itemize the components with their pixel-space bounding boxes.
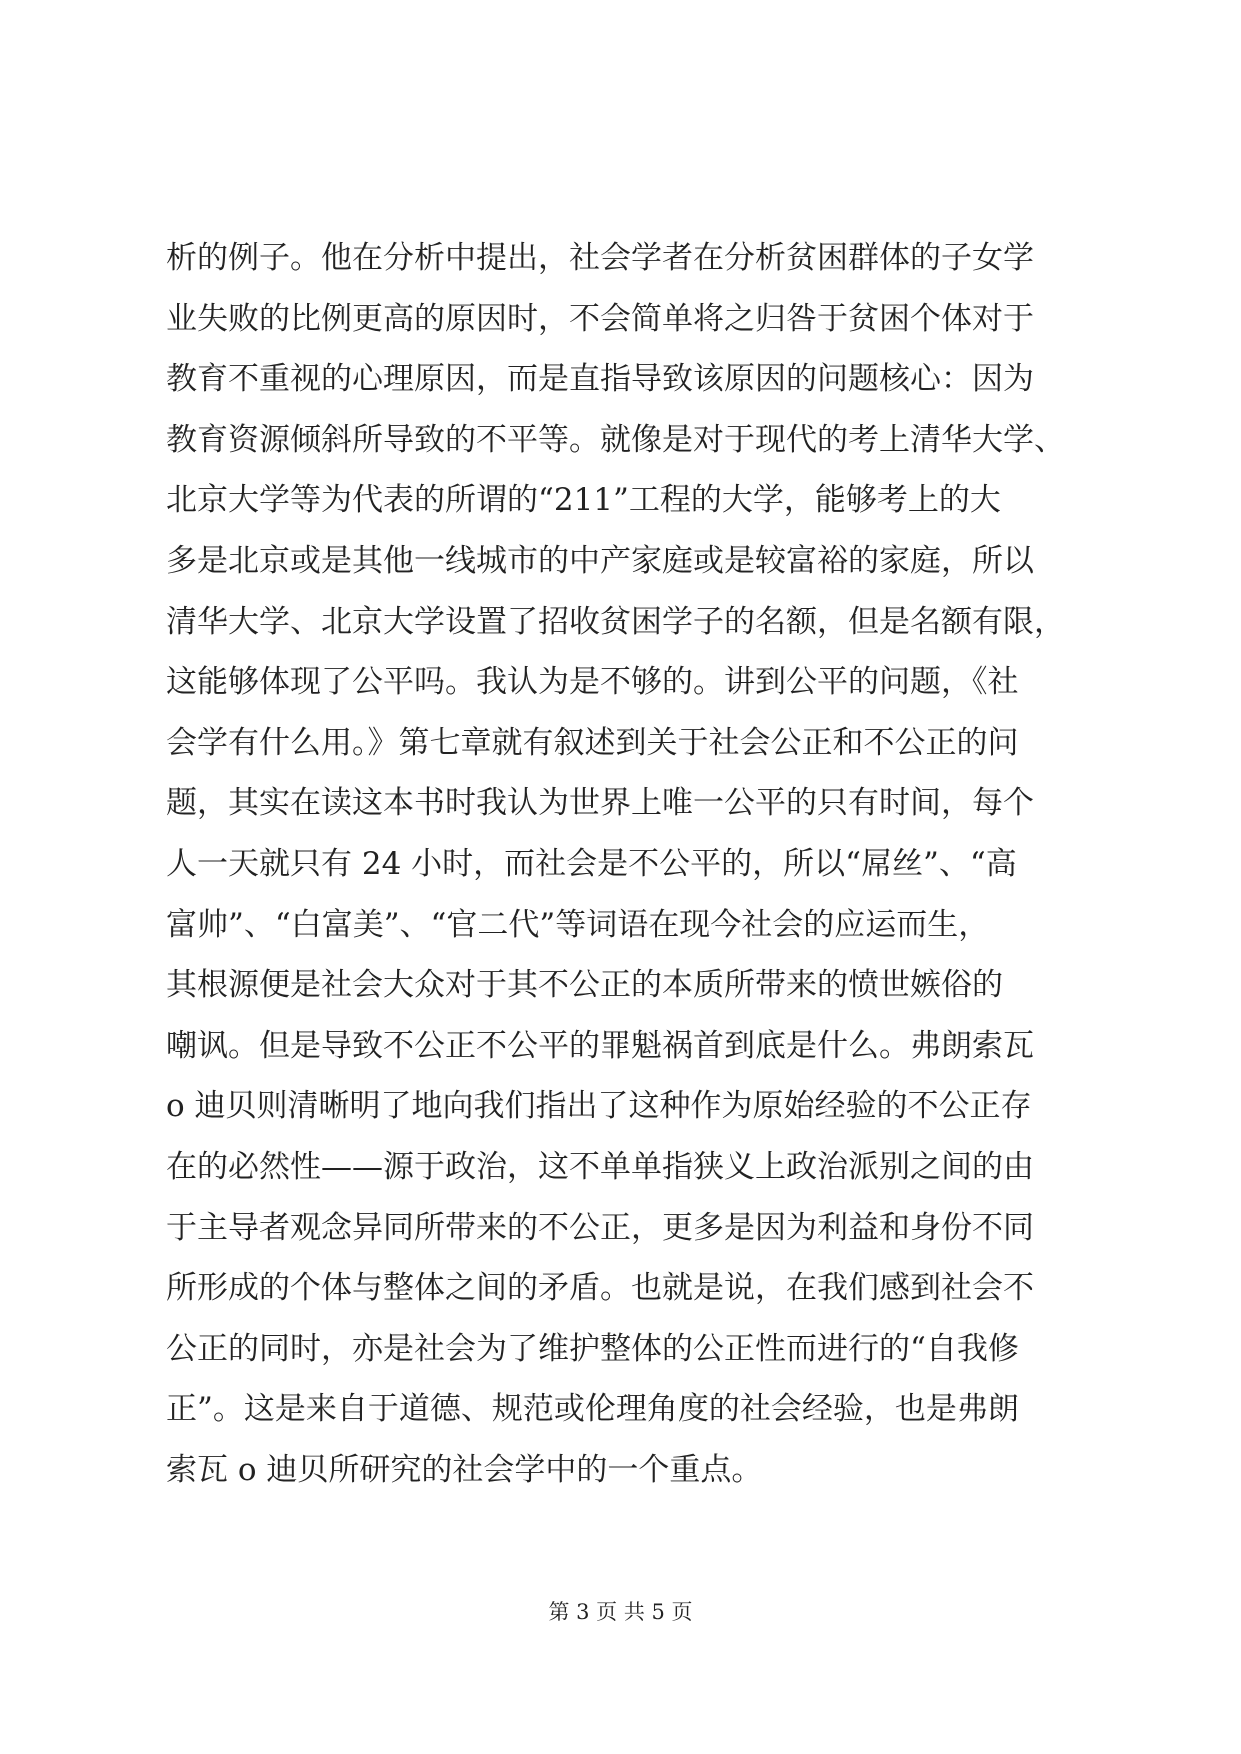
text-line: 正”。这是来自于道德、规范或伦理角度的社会经验，也是弗朗 (166, 1391, 1019, 1428)
text-line: 于主导者观念异同所带来的不公正，更多是因为利益和身份不同 (166, 1209, 1034, 1246)
text-line: o 迪贝则清晰明了地向我们指出了这种作为原始经验的不公正存 (166, 1088, 1032, 1125)
page-footer: 第 3 页 共 5 页 (548, 1600, 693, 1624)
text-line: 多是北京或是其他一线城市的中产家庭或是较富裕的家庭，所以 (166, 543, 1034, 579)
text-line: 在的必然性——源于政治，这不单单指狭义上政治派别之间的由 (166, 1149, 1034, 1185)
text-line: 析的例子。他在分析中提出，社会学者在分析贫困群体的子女学 (166, 240, 1034, 276)
text-line: 索瓦 o 迪贝所研究的社会学中的一个重点。 (166, 1452, 763, 1488)
text-line: 教育不重视的心理原因，而是直指导致该原因的问题核心：因为 (166, 361, 1034, 398)
text-line: 清华大学、北京大学设置了招收贫困学子的名额，但是名额有限， (166, 603, 1065, 640)
text-line: 题，其实在读这本书时我认为世界上唯一公平的只有时间，每个 (166, 785, 1034, 822)
text-line: 北京大学等为代表的所谓的“211”工程的大学，能够考上的大 (166, 482, 1001, 519)
text-line: 会学有什么用。》第七章就有叙述到关于社会公正和不公正的问 (166, 724, 1019, 761)
text-line: 人一天就只有 24 小时，而社会是不公平的，所以“屌丝”、“高 (166, 846, 1017, 882)
text-line: 富帅”、“白富美”、“官二代”等词语在现今社会的应运而生， (166, 906, 990, 943)
text-line: 公正的同时，亦是社会为了维护整体的公正性而进行的“自我修 (166, 1330, 1019, 1367)
text-line: 其根源便是社会大众对于其不公正的本质所带来的愤世嫉俗的 (166, 967, 1003, 1004)
text-line: 所形成的个体与整体之间的矛盾。也就是说，在我们感到社会不 (166, 1270, 1034, 1307)
text-line: 这能够体现了公平吗。我认为是不够的。讲到公平的问题，《社 (166, 664, 1019, 701)
text-line: 业失败的比例更高的原因时，不会简单将之归咎于贫困个体对于 (166, 300, 1034, 337)
text-line: 教育资源倾斜所导致的不平等。就像是对于现代的考上清华大学、 (166, 421, 1065, 458)
text-line: 嘲讽。但是导致不公正不公平的罪魁祸首到底是什么。弗朗索瓦 (166, 1027, 1034, 1064)
